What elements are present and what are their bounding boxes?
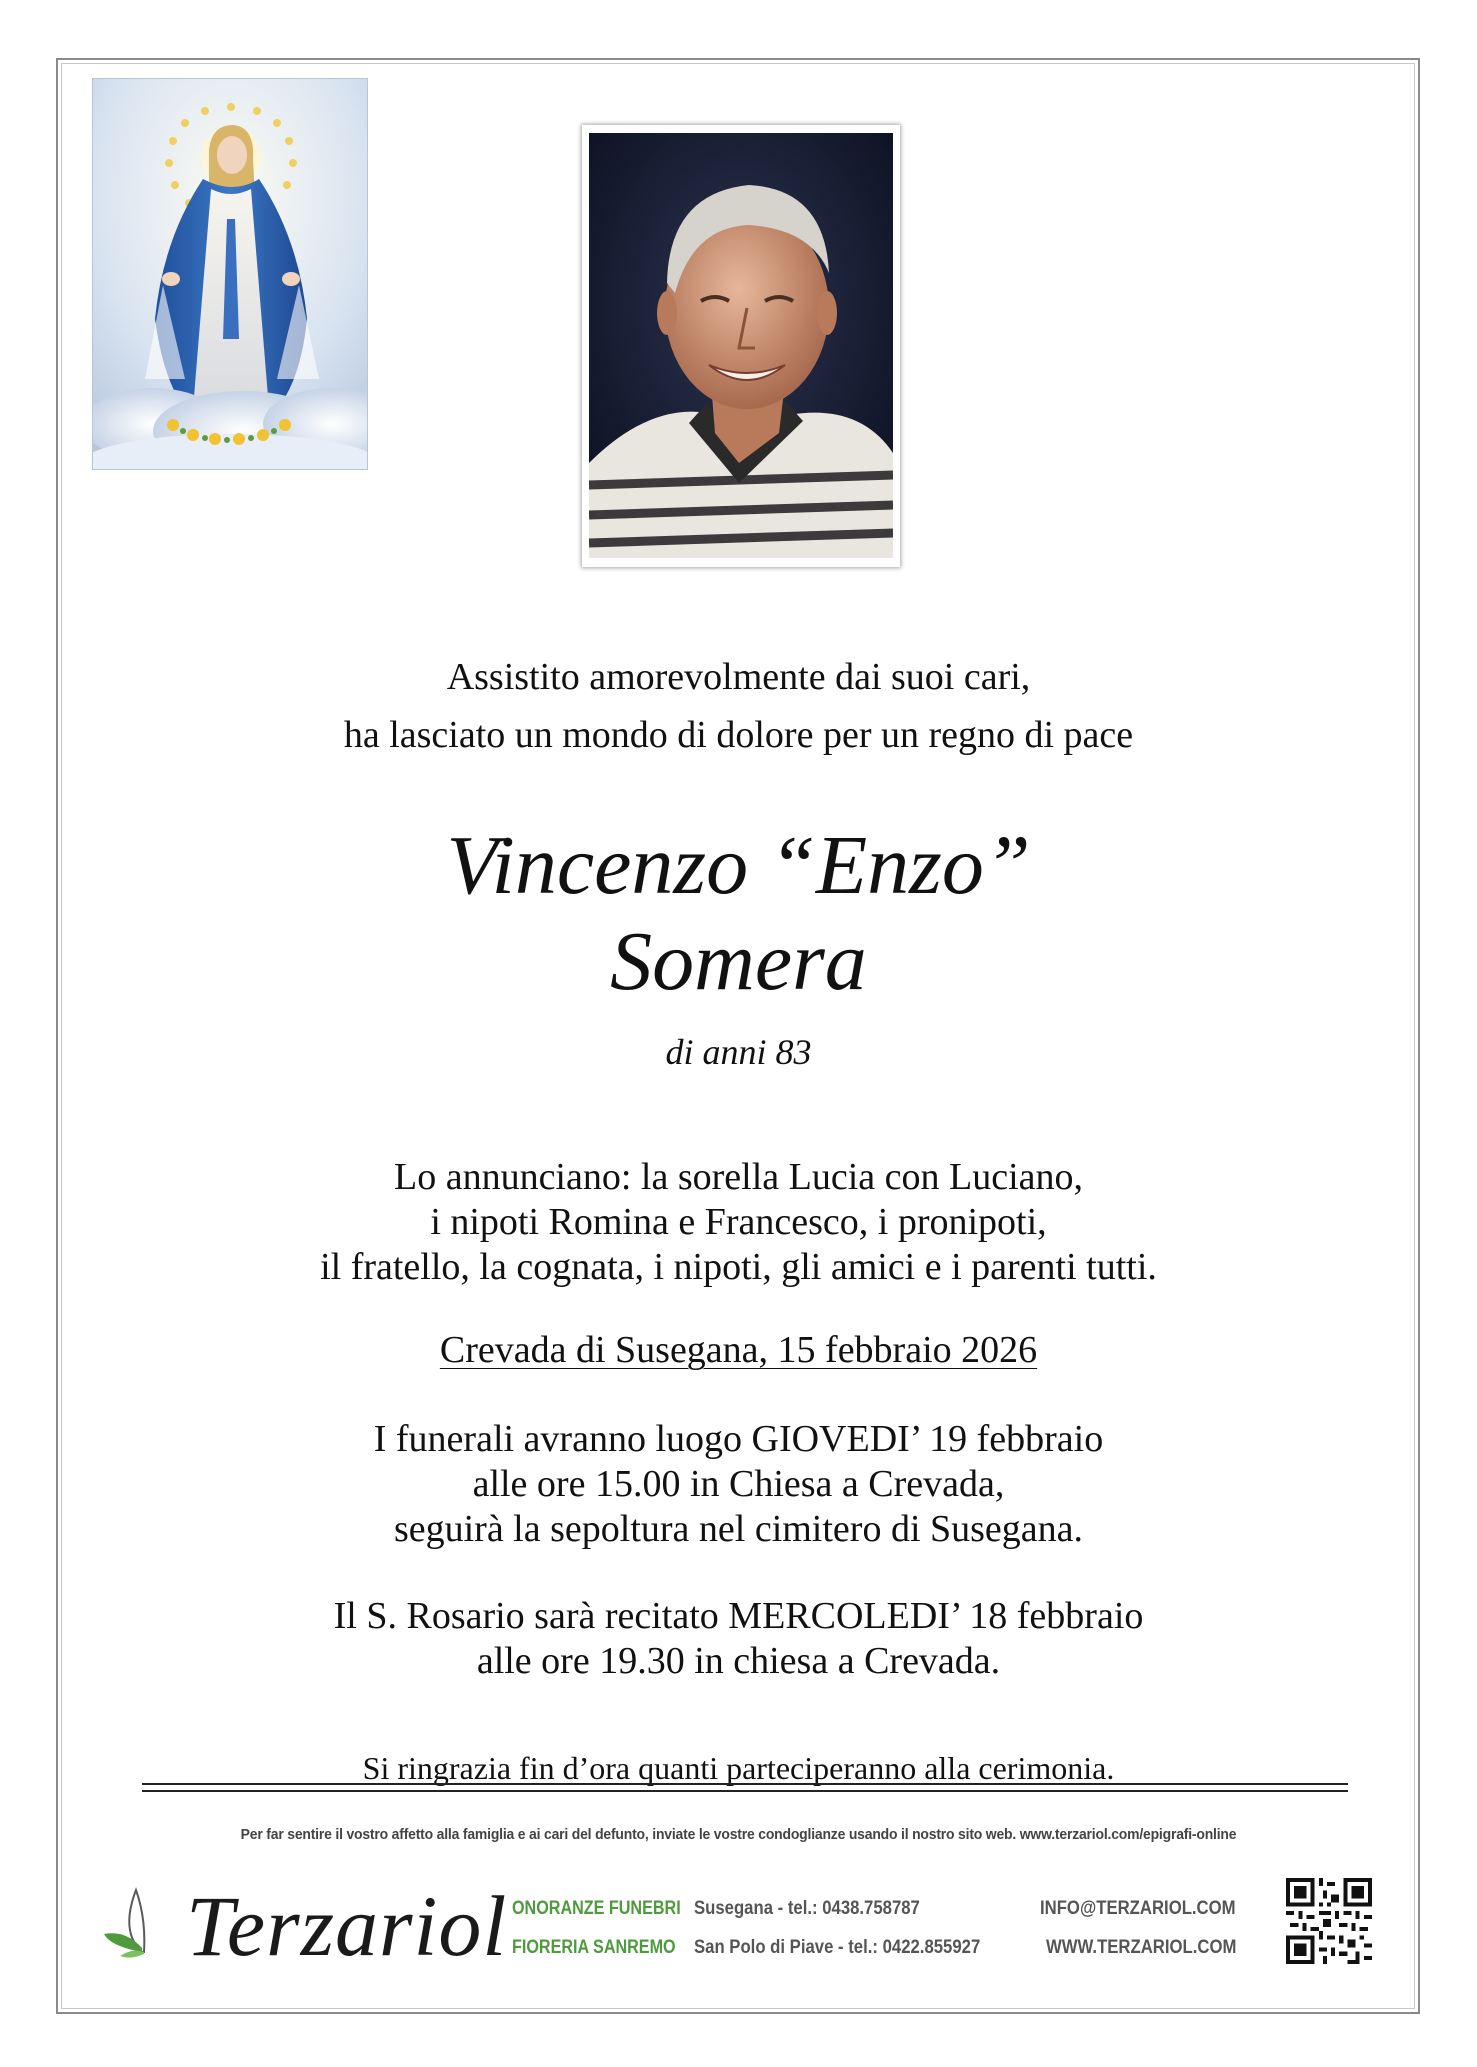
funeral-line-3: seguirà la sepoltura nel cimitero di Susegana. [393,1508,1084,1550]
butterfly-logo-icon [100,1882,190,1962]
qr-code-icon [1286,1878,1372,1964]
announcement-line-1: Lo annunciano: la sorella Lucia con Luciano, [393,1156,1083,1198]
service-fioreria: FIORERIA SANREMO [512,1937,676,1958]
funeral-line-2: alle ore 15.00 in Chiesa a Crevada, [472,1463,1005,1505]
logo-text: Terzariol [186,1878,508,1974]
contact-susegana: Susegana - tel.: 0438.758787 [694,1898,920,1919]
deceased-age: di anni 83 [665,1032,812,1072]
contact-san-polo: San Polo di Piave - tel.: 0422.855927 [694,1937,981,1958]
place-date-text: Crevada di Susegana, 15 febbraio 2026 [439,1329,1038,1371]
portrait-photo [589,133,893,558]
divider-rule-2 [142,1790,1348,1792]
portrait-frame [582,125,900,567]
website-link[interactable]: WWW.TERZARIOL.COM [1046,1937,1237,1958]
email-link[interactable]: INFO@TERZARIOL.COM [1040,1898,1236,1919]
rosary-line-1: Il S. Rosario sarà recitato MERCOLEDI’ 18 febbraio [333,1595,1144,1637]
deceased-surname: Somera [610,915,867,1008]
announcement [0,1155,1477,1290]
place-date [0,1327,1477,1373]
condolence-note: Per far sentire il vostro affetto alla famiglia e ai cari del defunto, inviate le vostre condoglianze usando il nostro sito web. www.terzariol.com/epigrafi-online [240,1826,1237,1843]
funeral-line-1: I funerali avranno luogo GIOVEDI’ 19 febbraio [373,1418,1104,1460]
madonna-image [92,78,368,470]
intro-text [0,648,1477,764]
service-onoranze: ONORANZE FUNEBRI [512,1898,681,1919]
intro-line-1: Assistito amorevolmente dai suoi cari, [446,656,1031,698]
divider-rule [142,1783,1348,1785]
rosary-line-2: alle ore 19.30 in chiesa a Crevada. [476,1640,1001,1682]
announcement-line-2: i nipoti Romina e Francesco, i pronipoti, [430,1201,1047,1243]
rosary-info [0,1594,1477,1684]
deceased-name [0,818,1477,1010]
intro-line-2: ha lasciato un mondo di dolore per un regno di pace [343,714,1134,756]
deceased-first-name: Vincenzo “Enzo” [446,819,1031,912]
announcement-line-3: il fratello, la cognata, i nipoti, gli amici e i parenti tutti. [320,1246,1157,1288]
funeral-info [0,1417,1477,1552]
thanks-text: Si ringrazia fin d’ora quanti parteciperanno alla cerimonia. [362,1750,1115,1786]
